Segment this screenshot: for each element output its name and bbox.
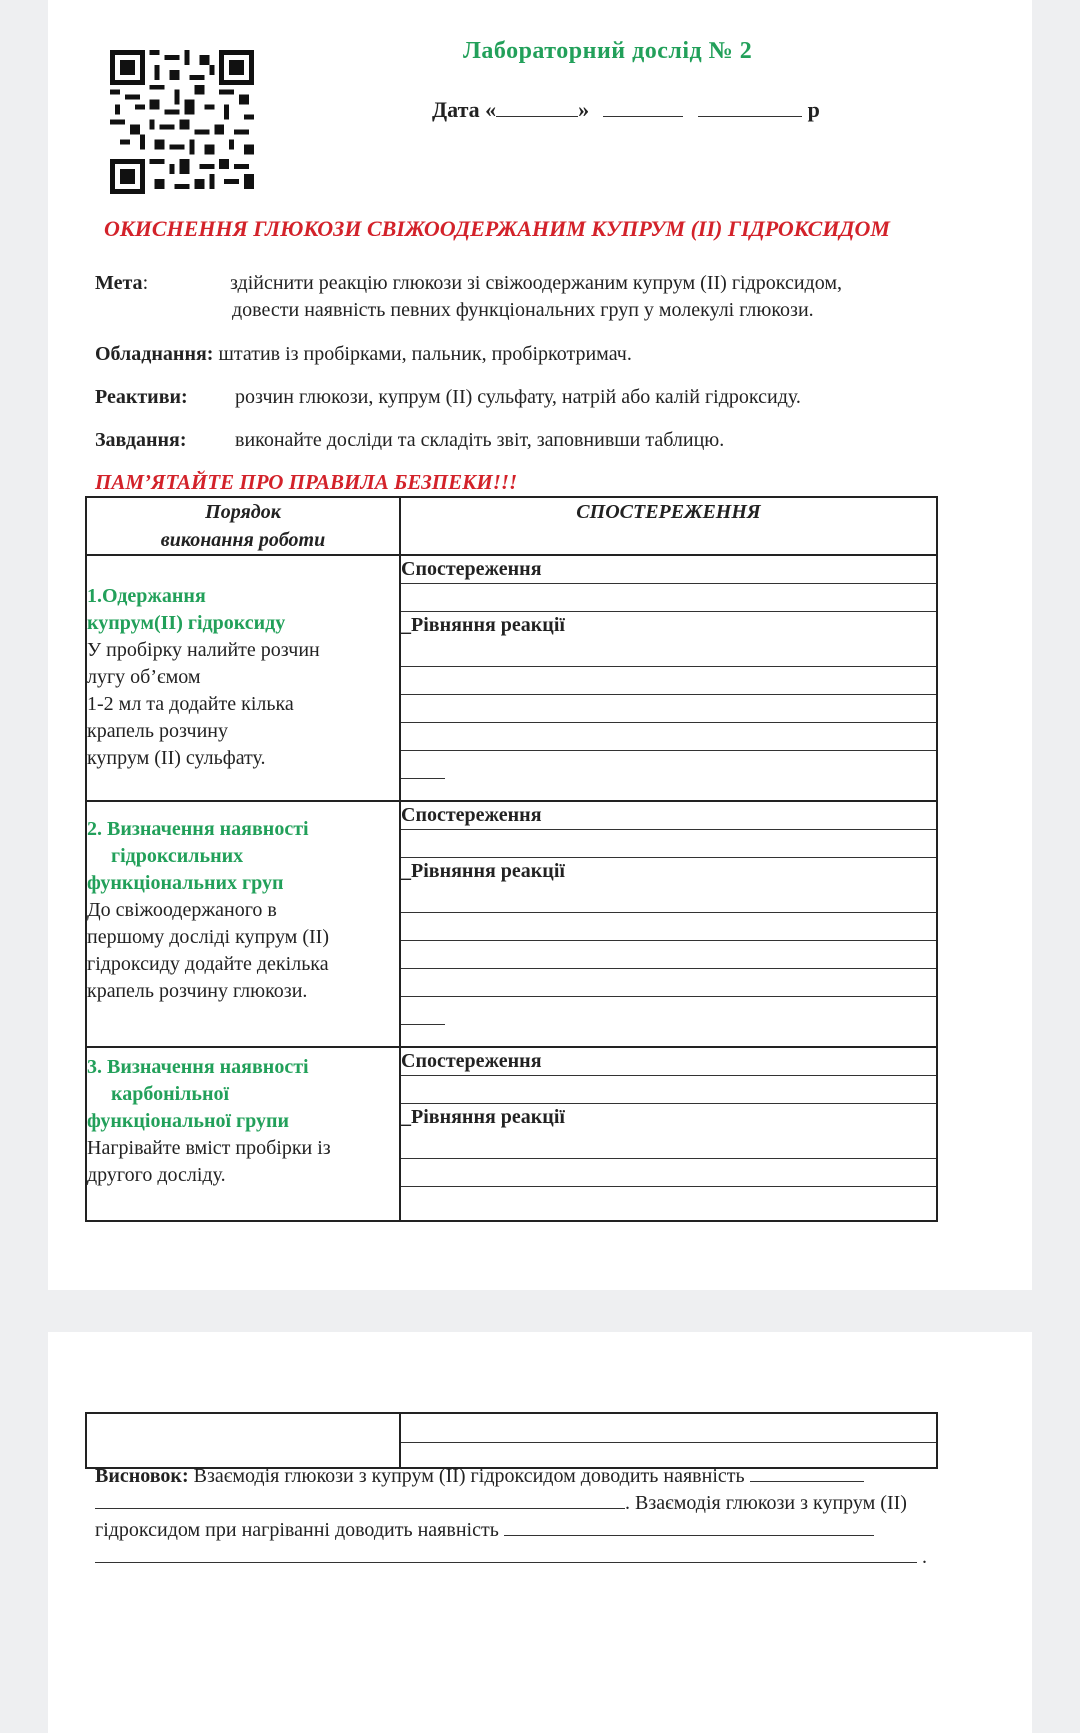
answer-line[interactable] (401, 913, 936, 941)
observation-cell-2[interactable] (400, 801, 937, 1047)
date-day-blank[interactable] (496, 96, 578, 117)
observation-line[interactable] (401, 802, 936, 830)
purpose-line-2: довести наявність певних функціональних груп у молекулі глюкози. (232, 299, 814, 321)
page-title: ОКИСНЕННЯ ГЛЮКОЗИ СВІЖООДЕРЖАНИМ КУПРУМ (ІІ) ГІДРОКСИДОМ (104, 216, 890, 241)
observation-cell-continued[interactable] (400, 1413, 937, 1468)
reagents-row (95, 386, 801, 409)
answer-line[interactable] (401, 584, 936, 612)
equipment-row (95, 343, 632, 366)
task-label: Завдання: (95, 429, 187, 451)
equipment-label: Обладнання: (95, 343, 214, 365)
equation-label-line (401, 858, 936, 885)
answer-line[interactable] (401, 667, 936, 695)
date-close-quote: » (578, 97, 590, 122)
date-year-blank[interactable] (698, 96, 802, 117)
task-cell-2: 2. Визначення наявності гідроксильних функціональних груп До свіжоодержаного в першому досліді купрум (ІІ) гідроксиду додайте декілька крапель розчину глюкози. (86, 801, 400, 1047)
header-observations: СПОСТЕРЕЖЕННЯ (400, 497, 937, 555)
answer-line-short[interactable] (401, 751, 445, 779)
observation-label: Спостереження (401, 558, 542, 580)
answer-line[interactable] (401, 1159, 936, 1187)
lab-title: Лабораторний дослід № 2 (463, 38, 753, 64)
observation-label: Спостереження (401, 1050, 542, 1072)
table-header-row (86, 497, 937, 555)
answer-line[interactable] (401, 1131, 936, 1159)
observation-table-continued (85, 1412, 938, 1469)
observation-table (85, 496, 938, 1222)
purpose-row: Мета: здійснити реакцію глюкози зі свіжоодержаним купрум (ІІ) гідроксидом, довести наявність певних функціональних груп у молекулі глюкози. (95, 272, 843, 321)
answer-line[interactable] (401, 885, 936, 913)
conclusion-text-3: гідроксидом при нагріванні доводить наявність (95, 1519, 499, 1541)
equipment-value: штатив із пробірками, пальник, пробіркотримач. (218, 343, 632, 365)
date-year-suffix: р (807, 97, 820, 122)
conclusion-blank-1[interactable] (750, 1463, 864, 1482)
conclusion-blank-2[interactable] (95, 1490, 625, 1509)
answer-line[interactable] (401, 830, 936, 858)
worksheet-page-1 (48, 0, 1032, 1290)
conclusion-text-2: . Взаємодія глюкози з купрум (ІІ) (625, 1492, 907, 1514)
equation-label: _Рівняння реакції (401, 860, 565, 882)
table-row (86, 1047, 937, 1221)
answer-line[interactable] (401, 723, 936, 751)
task-row (95, 429, 725, 452)
date-label: Дата « (432, 97, 497, 122)
reagents-value: розчин глюкози, купрум (ІІ) сульфату, натрій або калій гідроксиду. (235, 386, 801, 408)
qr-code-icon (110, 50, 254, 194)
date-field (432, 96, 820, 123)
safety-warning: ПАМ’ЯТАЙТЕ ПРО ПРАВИЛА БЕЗПЕКИ!!! (95, 470, 518, 494)
table-row (86, 801, 937, 1047)
table-row (86, 1413, 937, 1468)
answer-line[interactable] (401, 639, 936, 667)
task-cell-empty (86, 1413, 400, 1468)
observation-line[interactable] (401, 1048, 936, 1076)
table-row (86, 555, 937, 801)
observation-cell-1[interactable] (400, 555, 937, 801)
worksheet-page-2 (48, 1332, 1032, 1733)
answer-line[interactable] (401, 1076, 936, 1104)
reagents-label: Реактиви: (95, 386, 188, 408)
answer-line[interactable] (401, 969, 936, 997)
equation-label-line (401, 612, 936, 639)
task-value: виконайте досліди та складіть звіт, заповнивши таблицю. (235, 429, 725, 451)
conclusion-end: . (922, 1546, 927, 1568)
date-month-blank[interactable] (603, 96, 683, 117)
equation-label: _Рівняння реакції (401, 1106, 565, 1128)
conclusion-blank-4[interactable] (95, 1544, 917, 1563)
observation-line[interactable] (401, 556, 936, 584)
task-cell-1: 1.Одержання купрум(ІІ) гідроксиду У пробірку налийте розчин лугу об’ємом 1-2 мл та додайте кілька крапель розчину купрум (ІІ) сульфату. (86, 555, 400, 801)
answer-line[interactable] (401, 1414, 936, 1443)
conclusion-label: Висновок: (95, 1465, 189, 1487)
purpose-line-1: здійснити реакцію глюкози зі свіжоодержаним купрум (ІІ) гідроксидом, (230, 272, 843, 294)
conclusion-blank-3[interactable] (504, 1517, 874, 1536)
task-cell-3: 3. Визначення наявності карбонільної функціональної групи Нагрівайте вміст пробірки із другого досліду. (86, 1047, 400, 1221)
equation-label: _Рівняння реакції (401, 614, 565, 636)
purpose-label: Мета (95, 272, 143, 294)
answer-line-short[interactable] (401, 997, 445, 1025)
equation-label-line (401, 1104, 936, 1131)
observation-label: Спостереження (401, 804, 542, 826)
header-procedure: Порядок виконання роботи (86, 497, 400, 555)
answer-line[interactable] (401, 695, 936, 723)
observation-cell-3[interactable] (400, 1047, 937, 1221)
conclusion-text-1: Взаємодія глюкози з купрум (ІІ) гідроксидом доводить наявність (193, 1465, 745, 1487)
conclusion (95, 1463, 975, 1571)
answer-line[interactable] (401, 941, 936, 969)
